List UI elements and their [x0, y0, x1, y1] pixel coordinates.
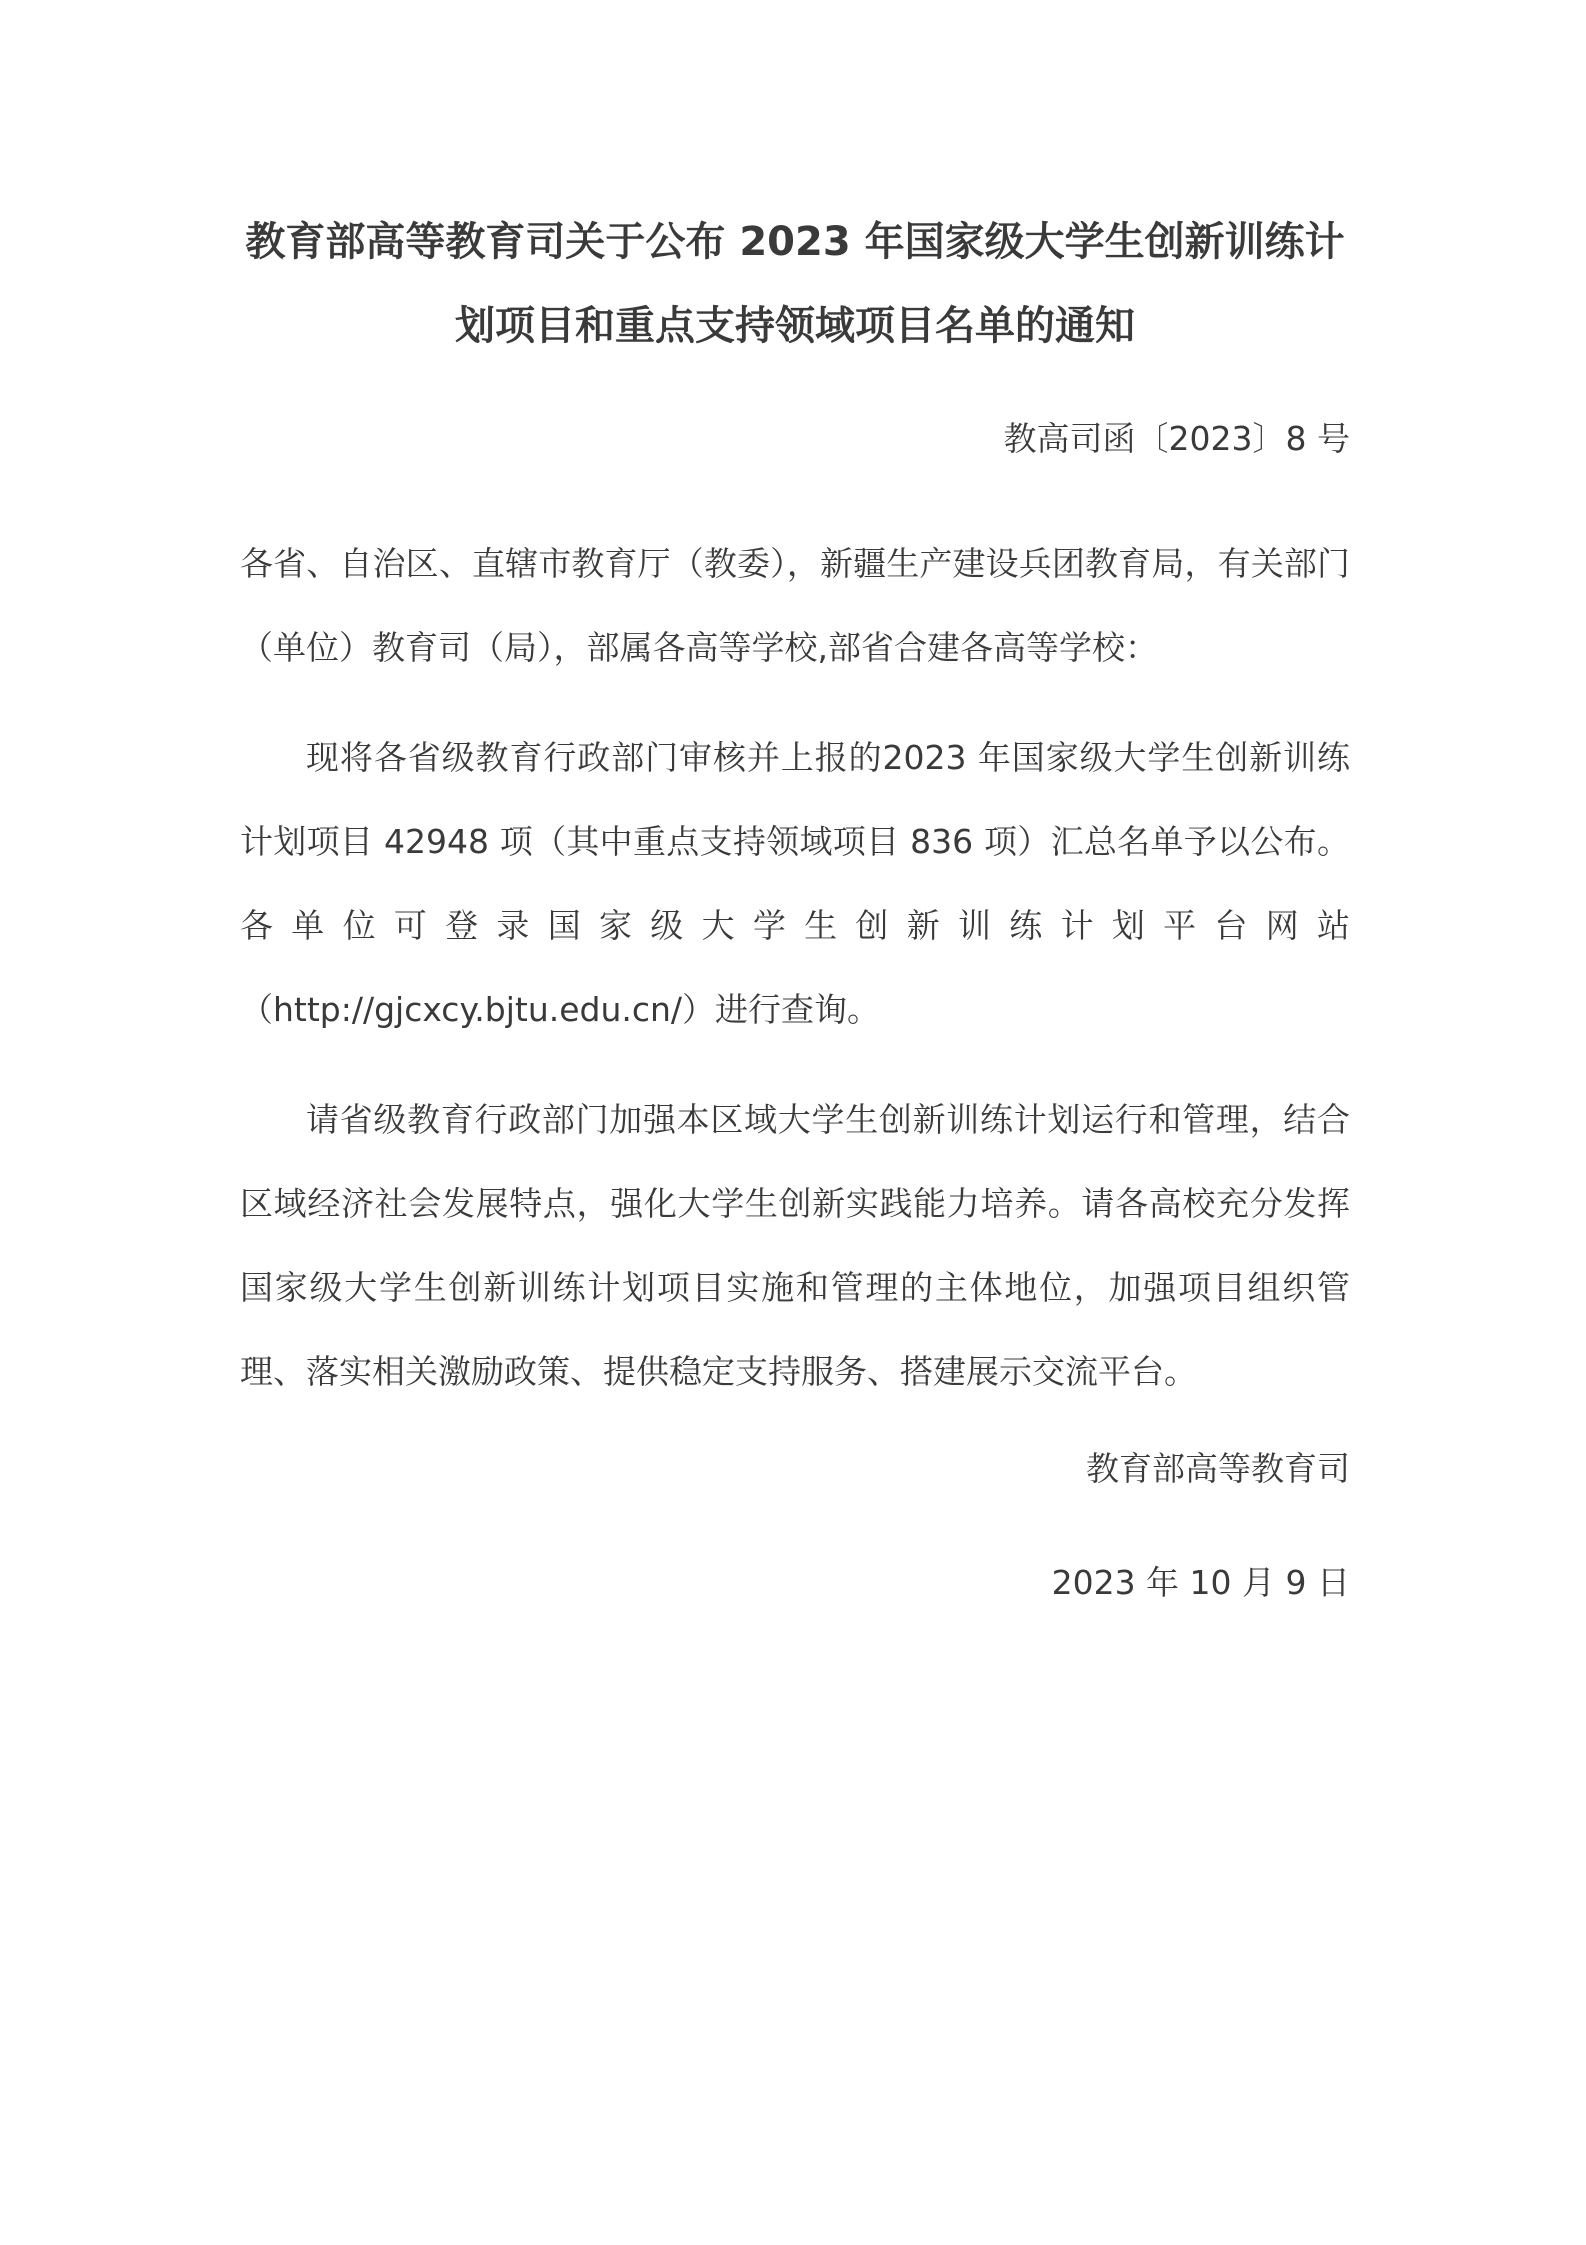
title-line-1: 教育部高等教育司关于公布 2023 年国家级大学生创新训练计 — [245, 219, 1345, 265]
body-paragraph-1: 现将各省级教育行政部门审核并上报的2023 年国家级大学生创新训练计划项目 42948 项（其中重点支持领域项目 836 项）汇总名单予以公布。各单位可登录国家级大学生创新训练计划平台网站（http://gjcxcy.bjtu.edu.cn/）进行查询。 — [240, 738, 1350, 1029]
issue-date: 2023 年 10 月 9 日 — [1051, 1563, 1350, 1602]
salutation-paragraph: 各省、自治区、直辖市教育厅（教委），新疆生产建设兵团教育局，有关部门（单位）教育司（局），部属各高等学校,部省合建各高等学校： — [240, 544, 1350, 667]
document-content — [240, 200, 1350, 1608]
document-title — [240, 200, 1350, 368]
title-line-2: 划项目和重点支持领域项目名单的通知 — [455, 303, 1135, 349]
document-number: 教高司函〔2023〕8 号 — [1003, 419, 1350, 458]
body-paragraph-2: 请省级教育行政部门加强本区域大学生创新训练计划运行和管理，结合区域经济社会发展特点，强化大学生创新实践能力培养。请各高校充分发挥国家级大学生创新训练计划项目实施和管理的主体地位，加强项目组织管理、落实相关激励政策、提供稳定支持服务、搭建展示交流平台。 — [240, 1100, 1350, 1391]
issuer-signature: 教育部高等教育司 — [1086, 1449, 1350, 1488]
